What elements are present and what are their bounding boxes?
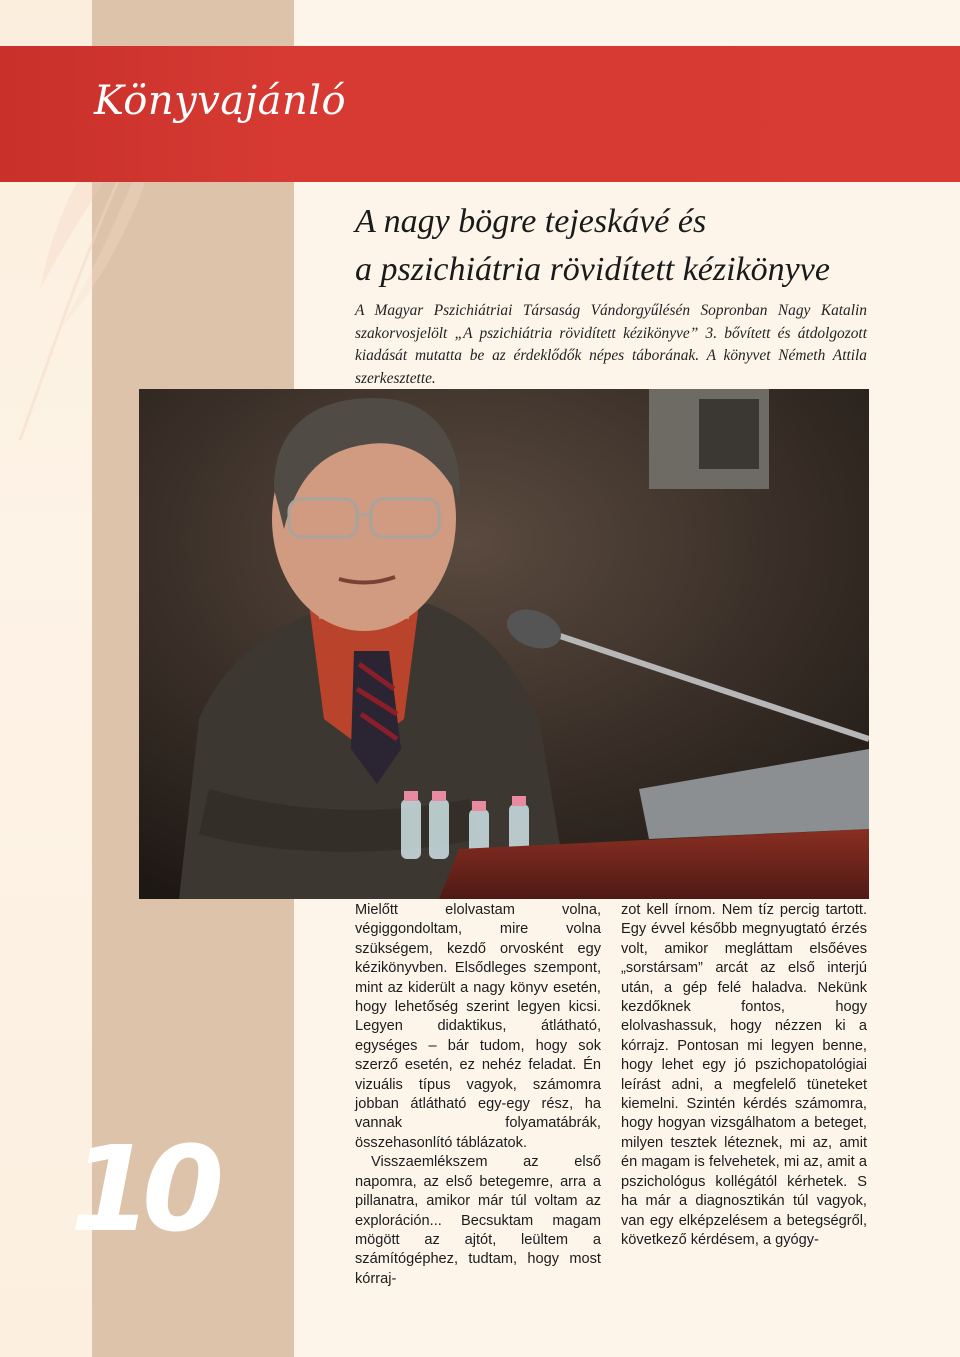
article-title-line-1: A nagy bögre tejeskávé és (355, 203, 707, 240)
article-title (355, 198, 915, 294)
body-paragraph: Mielőtt elolvastam volna, végiggondoltam, mire volna szükségem, kezdő orvosként egy kézikönyvben. Elsődleges szempont, mint az kiderült a nagy könyv esetén, hogy lehetőség szerint legyen kicsi. Legyen didaktikus, átlátható, egységes – bár tudom, hogy sok szerző esetén, ez nehéz feladat. Én vizuális típus vagyok, számomra jobban átlátható egy-egy rész, ha vannak folyamatábrák, összehasonlító táblázatok. (355, 902, 601, 1151)
body-paragraph: zot kell írnom. Nem tíz percig tartott. Egy évvel később megnyugtató érzés volt, amikor megláttam elsőéves „sorstársam” arcát az első interjú után, a gép felé haladva. Nekünk kezdőknek fontos, hogy elolvashassuk, hogy nézzen ki a kórrajz. Pontosan mi legyen benne, hogy lehet egy jó pszichopatológiai leírást adni, a megfelelő tüneteket kiemelni. Szintén kérdés számomra, hogy hogyan vizsgálhatom a beteget, milyen tesztek léteznek, mi az, amit én magam is felvehetek, mi az, amit a pszichológus kollégától kérhetek. S ha már a diagnosztikán túl vagyok, van egy elképzelésem a betegségről, következő kérdésem, a gyógy- (621, 902, 867, 1248)
article-lead: A Magyar Pszichiátriai Társaság Vándorgyűlésén Sopronban Nagy Katalin szakorvosjelölt „A pszichiátria rövidített kézikönyve” 3. bővített és átdolgozott kiadását mutatta be az érdeklődők népes táborának. A könyvet Németh Attila szerkesztette. (355, 302, 867, 387)
speaker-photo (139, 389, 869, 899)
section-title: Könyvajánló (94, 78, 347, 124)
page-number: 10 (70, 1120, 215, 1258)
article-title-line-2: a pszichiátria rövidített kézikönyve (355, 251, 830, 288)
body-column-2 (621, 901, 867, 1250)
body-column-1 (355, 901, 601, 1289)
body-paragraph: Visszaemlékszem az első napomra, az első betegemre, arra a pillanatra, amikor már túl voltam az exploráción... Becsuktam magam mögött az ajtót, leültem a számítógéphez, tudtam, hogy most kórraj- (355, 1154, 601, 1287)
